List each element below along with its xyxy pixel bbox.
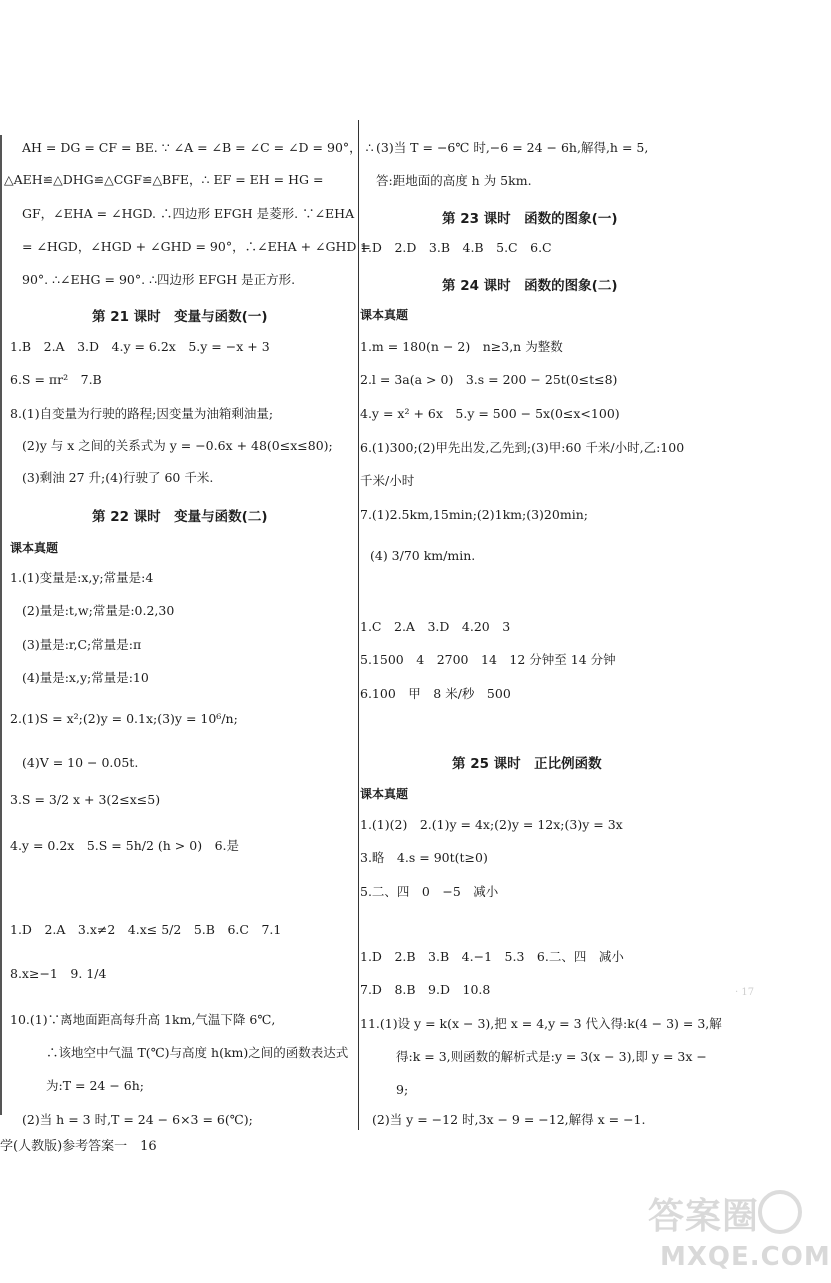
lesson-21-title: 第 21 课时 变量与函数(一): [92, 309, 268, 325]
intro-line: △AEH≌△DHG≌△CGF≌△BFE，∴ EF = EH = HG =: [4, 172, 324, 187]
lesson-25-title: 第 25 课时 正比例函数: [452, 756, 602, 772]
intro-line: (3)当 T = −6℃ 时,−6 = 24 − 6h,解得,h = 5,: [376, 140, 649, 155]
answer-line: 7.D 8.B 9.D 10.8: [360, 982, 491, 997]
answer-line: 2.(1)S = x²;(2)y = 0.1x;(3)y = 10⁶/n;: [10, 711, 238, 726]
answer-line: 10.(1)∵离地面距高每升高 1km,气温下降 6℃,: [10, 1012, 276, 1027]
lesson-24-title: 第 24 课时 函数的图象(二): [442, 278, 618, 294]
answer-line: (2)y 与 x 之间的关系式为 y = −0.6x + 48(0≤x≤80);: [22, 438, 333, 453]
answer-line: 1.m = 180(n − 2) n≥3,n 为整数: [360, 339, 563, 354]
answer-line: (3)量是:r,C;常量是:π: [22, 637, 142, 652]
intro-line: AH = DG = CF = BE. ∵ ∠A = ∠B = ∠C = ∠D = 90°， ∴: [22, 140, 374, 155]
answer-line: 为:T = 24 − 6h;: [46, 1078, 145, 1093]
answer-line: 4.y = x² + 6x 5.y = 500 − 5x(0≤x<100): [360, 406, 620, 421]
answer-line: 5.1500 4 2700 14 12 分钟至 14 分钟: [360, 652, 616, 667]
watermark-url: MXQE.COM: [660, 1242, 831, 1272]
answer-line: 1.D 2.A 3.x≠2 4.x≤ 5/2 5.B 6.C 7.1: [10, 922, 282, 937]
section-subtitle: 课本真题: [10, 541, 59, 555]
answer-line: ∴该地空中气温 T(℃)与高度 h(km)之间的函数表达式: [46, 1045, 349, 1060]
section-subtitle: 课本真题: [360, 787, 409, 801]
answer-line: 11.(1)设 y = k(x − 3),把 x = 4,y = 3 代入得:k(4 − 3) = 3,解: [360, 1016, 722, 1031]
watermark-text: 答案圈: [648, 1196, 760, 1237]
answer-line: (4) 3/70 km/min.: [370, 548, 476, 563]
left-column: [0, 0, 374, 1280]
answer-line: 4.y = 0.2x 5.S = 5h/2 (h > 0) 6.是: [10, 838, 239, 853]
answer-line: 3.S = 3/2 x + 3(2≤x≤5): [10, 792, 161, 807]
intro-line: 答:距地面的高度 h 为 5km.: [376, 173, 532, 188]
answer-line: 7.(1)2.5km,15min;(2)1km;(3)20min;: [360, 507, 588, 522]
intro-line: = ∠HGD，∠HGD + ∠GHD = 90°，∴∠EHA + ∠GHD =: [22, 239, 371, 254]
section-subtitle: 课本真题: [360, 308, 409, 322]
answer-line: 5.二、四 0 −5 减小: [360, 884, 499, 899]
column-divider: [358, 120, 359, 1130]
right-column: [360, 0, 810, 1280]
answer-line: (3)剩油 27 升;(4)行驶了 60 千米.: [22, 470, 214, 485]
lesson-23-title: 第 23 课时 函数的图象(一): [442, 211, 618, 227]
answer-line: 6.(1)300;(2)甲先出发,乙先到;(3)甲:60 千米/小时,乙:100: [360, 440, 685, 455]
watermark-logo: [612, 1180, 831, 1280]
intro-line: 90°. ∴∠EHG = 90°. ∴四边形 EFGH 是正方形.: [22, 272, 296, 287]
intro-line: GF，∠EHA = ∠HGD. ∴四边形 EFGH 是菱形. ∵∠EHA: [22, 206, 355, 221]
answer-line: 8.x≥−1 9. 1/4: [10, 966, 107, 981]
answer-line: 1.B 2.A 3.D 4.y = 6.2x 5.y = −x + 3: [10, 339, 270, 354]
answer-line: 1.(1)(2) 2.(1)y = 4x;(2)y = 12x;(3)y = 3x: [360, 817, 623, 832]
page-footer: 学(人教版)参考答案一 16: [0, 1139, 157, 1154]
answer-line: (4)V = 10 − 0.05t.: [22, 755, 139, 770]
answer-line: 6.S = πr² 7.B: [10, 372, 102, 387]
answer-line: (2)当 h = 3 时,T = 24 − 6×3 = 6(℃);: [22, 1112, 253, 1127]
answer-line: 6.100 甲 8 米/秒 500: [360, 686, 511, 701]
answer-line: 1.C 2.A 3.D 4.20 3: [360, 619, 511, 634]
answer-line: 9;: [396, 1082, 409, 1097]
answer-line: 1.D 2.B 3.B 4.−1 5.3 6.二、四 减小: [360, 949, 624, 964]
lesson-22-title: 第 22 课时 变量与函数(二): [92, 509, 268, 525]
answer-line: 得:k = 3,则函数的解析式是:y = 3(x − 3),即 y = 3x −: [396, 1049, 707, 1064]
answer-line: (2)量是:t,w;常量是:0.2,30: [22, 603, 175, 618]
answer-line: 8.(1)自变量为行驶的路程;因变量为油箱剩油量;: [10, 406, 274, 421]
page-tag: · 17: [735, 987, 755, 998]
answer-line: (2)当 y = −12 时,3x − 9 = −12,解得 x = −1.: [372, 1112, 646, 1127]
answer-line: 2.l = 3a(a > 0) 3.s = 200 − 25t(0≤t≤8): [360, 372, 618, 387]
answer-line: (4)量是:x,y;常量是:10: [22, 670, 149, 685]
answer-line: 1.(1)变量是:x,y;常量是:4: [10, 570, 154, 585]
answer-line: 千米/小时: [360, 473, 415, 488]
answer-line: 1.D 2.D 3.B 4.B 5.C 6.C: [360, 240, 552, 255]
answer-line: 3.略 4.s = 90t(t≥0): [360, 850, 488, 865]
